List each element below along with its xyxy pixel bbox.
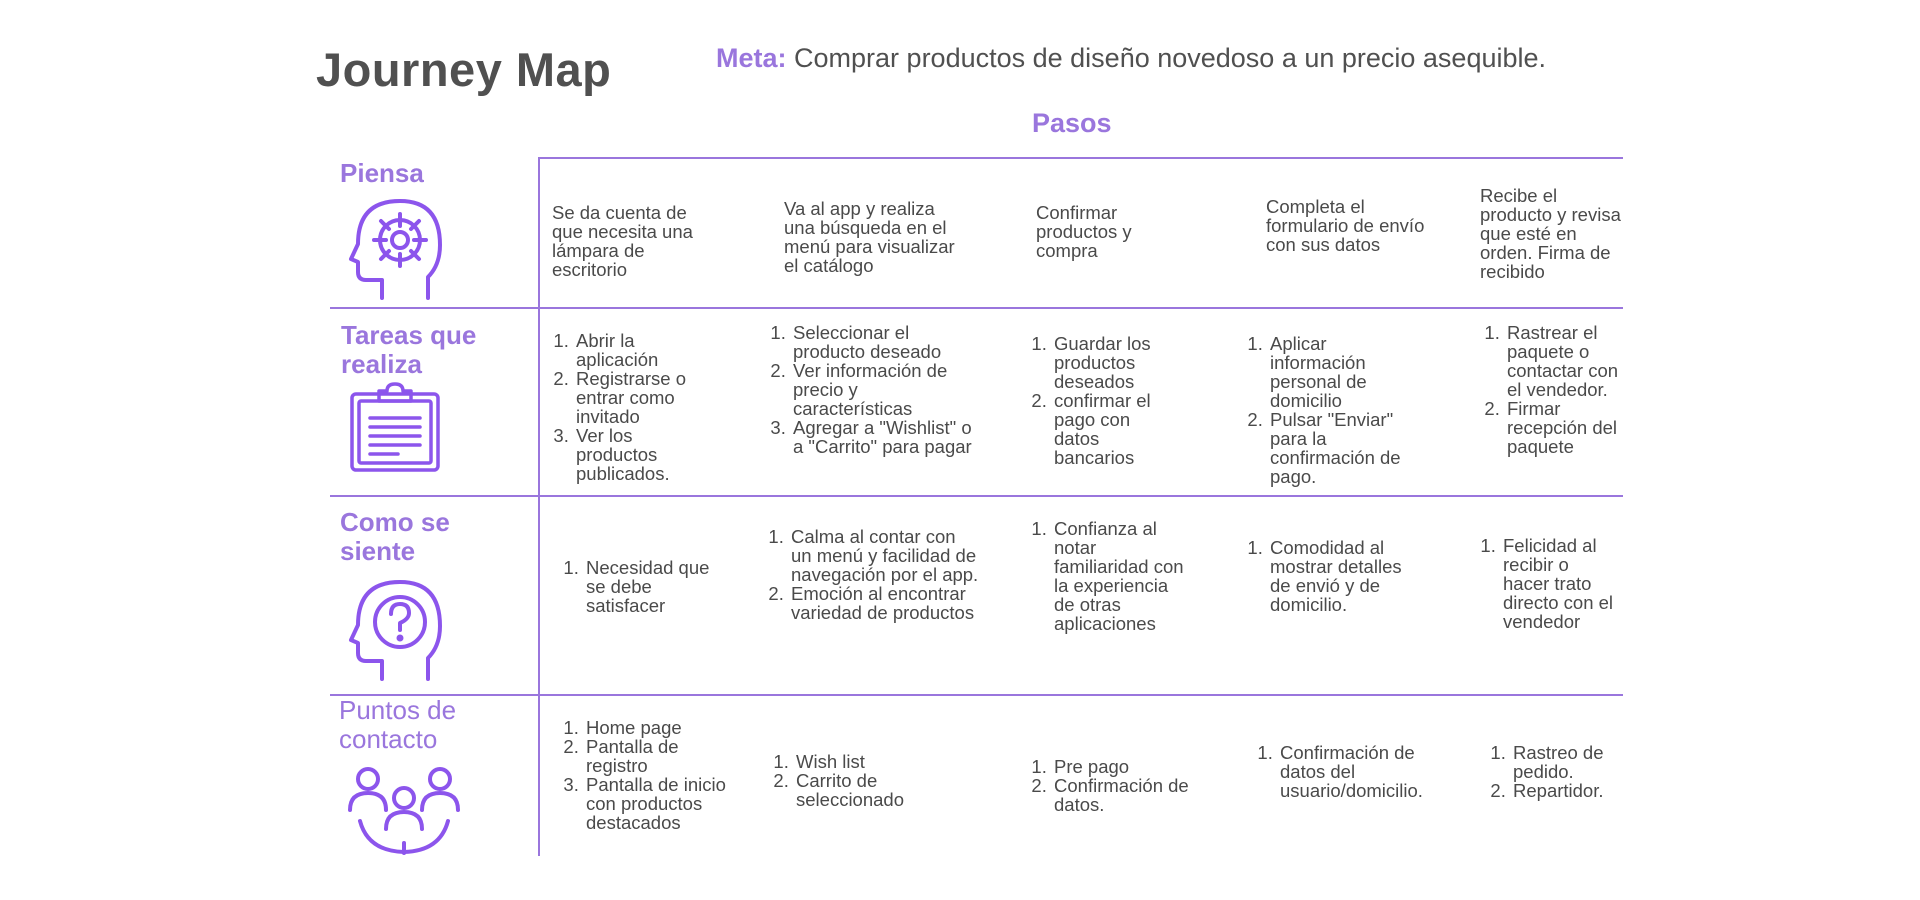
row-tareas-step-3 — [1030, 334, 1180, 467]
list-item: 1. Necesidad que se debe satisfacer — [584, 558, 732, 615]
list-item: 1. Abrir la aplicación — [574, 331, 712, 369]
list-item: 2. Registrarse o entrar como invitado — [574, 369, 712, 426]
list-item: 2. Firmar recepción del paquete — [1505, 399, 1623, 456]
row-piensa-step-5: Recibe el producto y revisa que esté en orden. Firma de recibido — [1480, 185, 1621, 282]
list-item: 2. Pantalla de registro — [584, 737, 734, 775]
row-piensa-step-4: Completa el formulario de envío con sus datos — [1266, 196, 1425, 255]
row-contacto-step-5 — [1489, 743, 1619, 800]
row-title-piensa: Piensa — [340, 158, 424, 188]
row-siente-step-2 — [767, 527, 981, 622]
list-item: 1. Calma al contar con un menú y facilidad de navegación por el app. — [789, 527, 981, 584]
list-item: 3. Pantalla de inicio con productos destacados — [584, 775, 734, 832]
list-item: 3. Ver los productos publicados. — [574, 426, 712, 483]
row-tareas-step-5 — [1483, 323, 1623, 456]
list-item: 1. Guardar los productos deseados — [1052, 334, 1180, 391]
list-item: 1. Confianza al notar familiaridad con la experiencia de otras aplicaciones — [1052, 519, 1190, 633]
list-item: 2. Carrito de seleccionado — [794, 771, 942, 809]
list-item: 3. Agregar a "Wishlist" o a "Carrito" para pagar — [791, 418, 981, 456]
clipboard-icon — [350, 382, 440, 477]
list-item: 1. Pre pago — [1052, 757, 1200, 776]
row-title-como-se-siente: Como se siente — [340, 507, 450, 566]
list-item: 1. Confirmación de datos del usuario/domicilio. — [1278, 743, 1428, 800]
list-item: 1. Aplicar información personal de domicilio — [1268, 334, 1424, 410]
list-item: 1. Wish list — [794, 752, 942, 771]
row-divider — [330, 694, 1623, 696]
column-divider — [538, 157, 540, 856]
people-group-icon — [348, 765, 460, 860]
head-question-icon — [348, 578, 448, 689]
head-brain-icon — [348, 197, 448, 308]
list-item: 2. Confirmación de datos. — [1052, 776, 1200, 814]
row-siente-step-4 — [1246, 538, 1414, 614]
list-item: 2. Ver información de precio y características — [791, 361, 981, 418]
list-item: 1. Home page — [584, 718, 734, 737]
row-piensa-step-3: Confirmar productos y compra — [1036, 202, 1132, 261]
list-item: 1. Comodidad al mostrar detalles de envió y de domicilio. — [1268, 538, 1414, 614]
goal-text: Comprar productos de diseño novedoso a un precio asequible. — [794, 43, 1547, 73]
row-divider — [330, 495, 1623, 497]
list-item: 1. Rastrear el paquete o contactar con el vendedor. — [1505, 323, 1623, 399]
list-item: 2. confirmar el pago con datos bancarios — [1052, 391, 1180, 467]
list-item: 2. Repartidor. — [1511, 781, 1619, 800]
row-divider — [330, 307, 1623, 309]
row-title-tareas: Tareas que realiza — [341, 320, 477, 379]
page-title: Journey Map — [316, 43, 612, 96]
list-item: 2. Pulsar "Enviar" para la confirmación de pago. — [1268, 410, 1424, 486]
row-tareas-step-2 — [769, 323, 981, 456]
row-contacto-step-2 — [772, 752, 942, 809]
list-item: 1. Seleccionar el producto deseado — [791, 323, 981, 361]
list-item: 1. Rastreo de pedido. — [1511, 743, 1619, 781]
top-divider — [540, 157, 1623, 159]
row-piensa-step-2: Va al app y realiza una búsqueda en el menú para visualizar el catálogo — [784, 198, 955, 276]
row-siente-step-3 — [1030, 519, 1190, 633]
row-tareas-step-1 — [552, 331, 712, 483]
row-tareas-step-4 — [1246, 334, 1424, 486]
row-piensa-step-1: Se da cuenta de que necesita una lámpara de escritorio — [552, 202, 693, 280]
row-siente-step-5 — [1479, 536, 1619, 631]
row-contacto-step-3 — [1030, 757, 1200, 814]
list-item: 1. Felicidad al recibir o hacer trato directo con el vendedor — [1501, 536, 1619, 631]
row-siente-step-1 — [562, 558, 732, 615]
goal-label: Meta: — [716, 43, 787, 73]
row-contacto-step-1 — [562, 718, 734, 832]
steps-heading: Pasos — [1032, 108, 1112, 138]
row-title-puntos-de-contacto: Puntos de contacto — [339, 695, 457, 754]
list-item: 2. Emoción al encontrar variedad de productos — [789, 584, 981, 622]
row-contacto-step-4 — [1256, 743, 1428, 800]
goal-statement — [716, 42, 1576, 74]
